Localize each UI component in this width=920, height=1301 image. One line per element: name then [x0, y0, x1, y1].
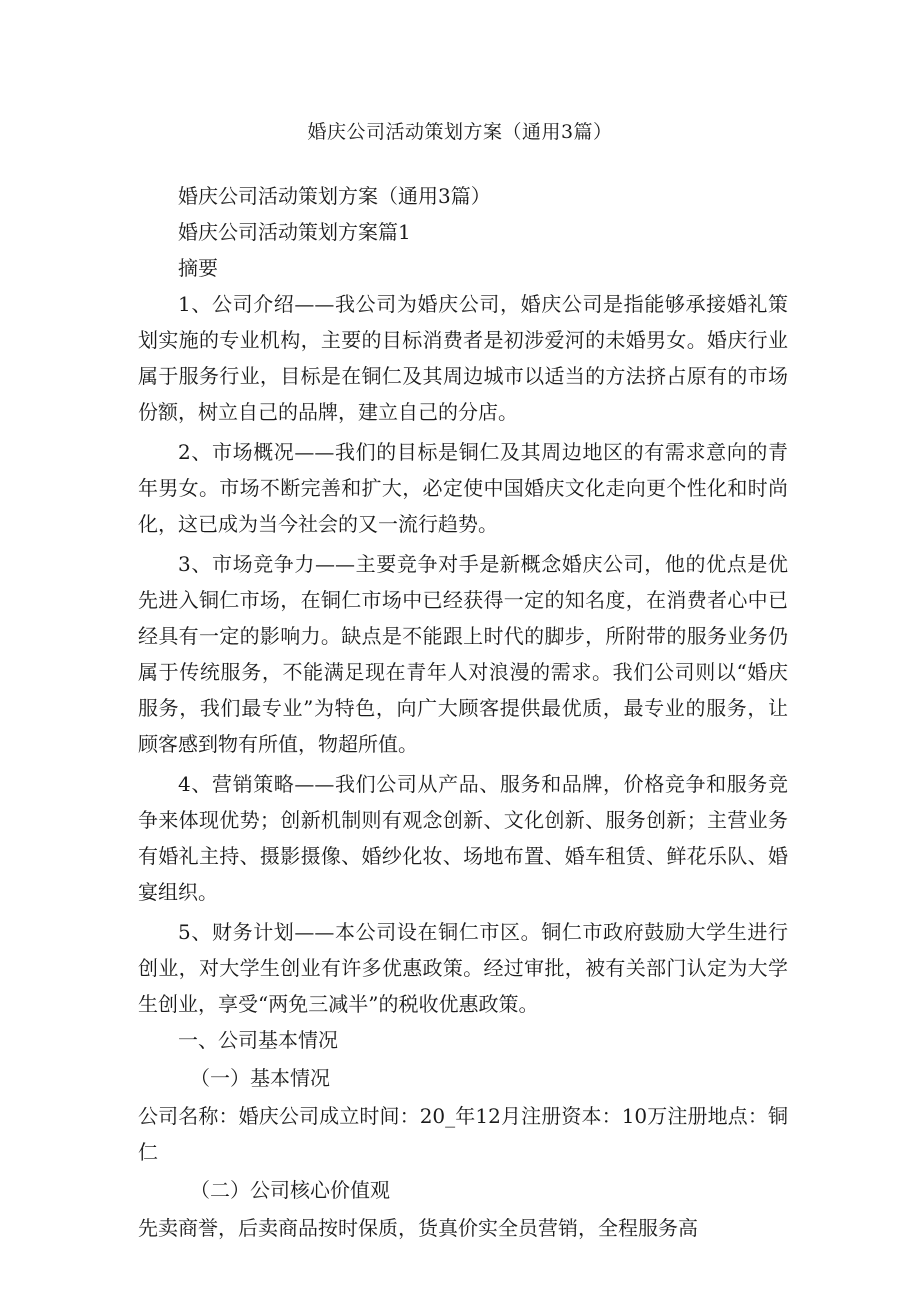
subtitle-heading: 婚庆公司活动策划方案（通用3篇）: [178, 184, 491, 208]
paragraph-competitiveness: 3、市场竞争力——主要竞争对手是新概念婚庆公司，他的优点是优先进入铜仁市场，在铜仁市场中已经获得一定的知名度，在消费者心中已经具有一定的影响力。缺点是不能跟上时代的脚步，所附带的服务业务仍属于传统服务，不能满足现在青年人对浪漫的需求。我们公司则以“婚庆服务，我们最专业”为特色，向广大顾客提供最优质，最专业的服务，让顾客感到物有所值，物超所值。: [138, 552, 788, 756]
paragraph-company-intro: 1、公司介绍——我公司为婚庆公司，婚庆公司是指能够承接婚礼策划实施的专业机构，主要的目标消费者是初涉爱河的未婚男女。婚庆行业属于服务行业，目标是在铜仁及其周边城市以适当的方法挤占原有的市场份额，树立自己的品牌，建立自己的分店。: [138, 292, 788, 424]
document-title: 婚庆公司活动策划方案（通用3篇）: [307, 121, 613, 143]
subheading-core-values: （二）公司核心价值观: [190, 1178, 390, 1202]
paragraph-financial-plan: 5、财务计划——本公司设在铜仁市区。铜仁市政府鼓励大学生进行创业，对大学生创业有许多优惠政策。经过审批，被有关部门认定为大学生创业，享受“两免三减半”的税收优惠政策。: [138, 920, 788, 1016]
section-heading: 婚庆公司活动策划方案篇1: [178, 220, 411, 244]
document-body: [138, 178, 788, 1246]
paragraph-core-values: 先卖商誉，后卖商品按时保质，货真价实全员营销，全程服务高: [138, 1216, 698, 1240]
paragraph-company-info: 公司名称：婚庆公司成立时间：20_年12月注册资本：10万注册地点：铜仁: [138, 1104, 788, 1164]
heading-basic-situation: 一、公司基本情况: [178, 1028, 338, 1052]
abstract-heading: 摘要: [178, 256, 218, 280]
subheading-basic-info: （一）基本情况: [190, 1066, 330, 1090]
paragraph-marketing-strategy: 4、营销策略——我们公司从产品、服务和品牌，价格竞争和服务竞争来体现优势；创新机制则有观念创新、文化创新、服务创新；主营业务有婚礼主持、摄影摄像、婚纱化妆、场地布置、婚车租赁、鲜花乐队、婚宴组织。: [138, 772, 788, 904]
paragraph-market-overview: 2、市场概况——我们的目标是铜仁及其周边地区的有需求意向的青年男女。市场不断完善和扩大，必定使中国婚庆文化走向更个性化和时尚化，这已成为当今社会的又一流行趋势。: [138, 440, 788, 536]
